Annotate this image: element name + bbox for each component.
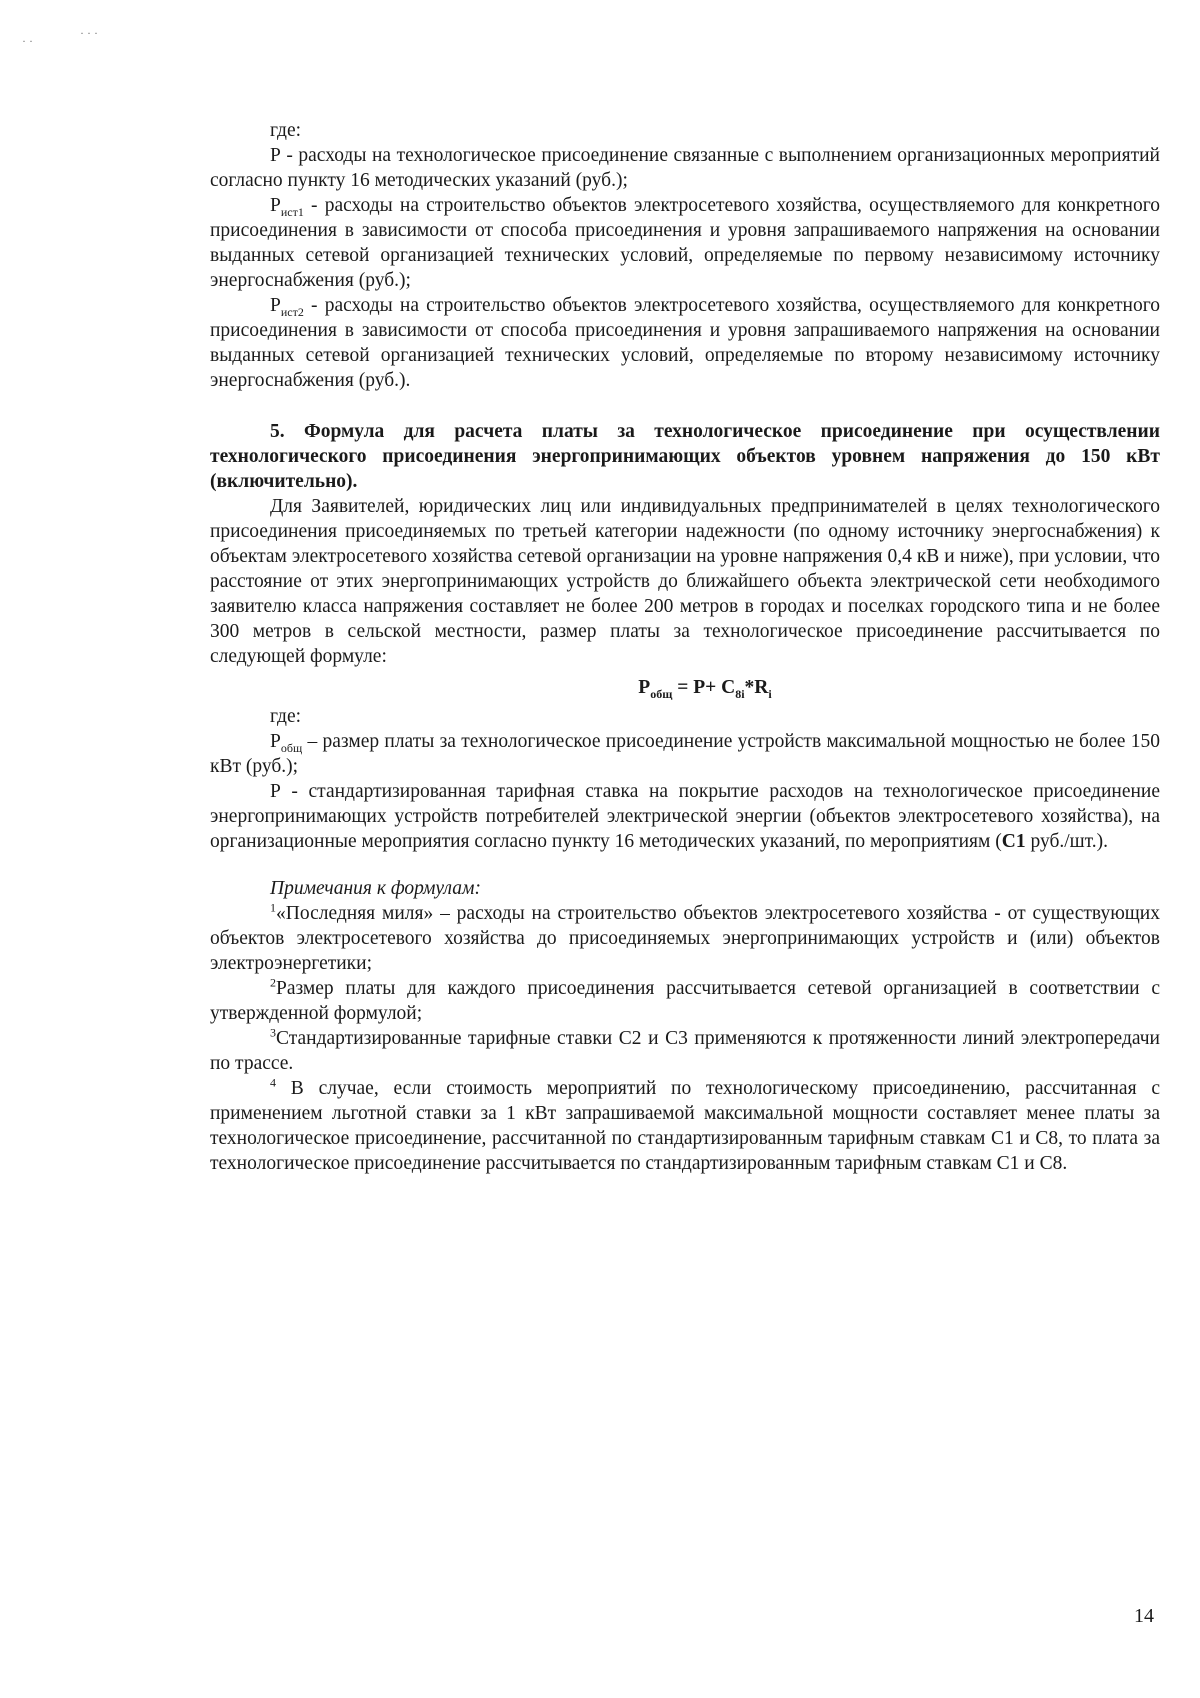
note-number: 2 xyxy=(270,975,276,990)
definition-pist1-text: - расходы на строительство объектов электросетевого хозяйства, осуществляемого для конкретного присоединения в зависимости от способа присоединения и уровня запрашиваемого напряжения на основании выданных сетевой организацией технических условий, определяемые по первому независимому источнику энергоснабжения (руб.); xyxy=(210,195,1160,291)
formula xyxy=(210,675,1160,700)
definition-pist1 xyxy=(210,193,1160,293)
scan-speck: · · · xyxy=(80,26,98,40)
where-label: где: xyxy=(270,120,302,141)
section-heading: 5. Формула для расчета платы за технологическое присоединение при осуществлении технологического присоединения энергопринимающих объектов уровнем напряжения до 150 кВт (включительно). xyxy=(210,421,1160,492)
where-label-2: где: xyxy=(270,706,302,727)
definition-pobsh-text: – размер платы за технологическое присоединение устройств максимальной мощностью не более 150 кВт (руб.); xyxy=(210,731,1160,777)
section-body: Для Заявителей, юридических лиц или индивидуальных предпринимателей в целях технологического присоединения присоединяемых по третьей категории надежности (по одному источнику энергоснабжения) к объектам электросетевого хозяйства сетевой организации на уровне напряжения 0,4 кВ и ниже), при условии, что расстояние от этих энергопринимающих устройств до ближайшего объекта электрической сети необходимого заявителю класса напряжения составляет не более 200 метров в городах и поселках городского типа и не более 300 метров в сельской местности, размер платы за технологическое присоединение рассчитывается по следующей формуле: xyxy=(210,496,1160,667)
formula-left-sub: общ xyxy=(650,686,673,701)
symbol-pist2: Р xyxy=(270,295,281,316)
note-text: «Последняя миля» – расходы на строительство объектов электросетевого хозяйства - от существующих объектов электросетевого хозяйства до присоединяемых энергопринимающих устройств и (или) объектов электроэнергетики; xyxy=(210,903,1160,974)
formula-left: Р xyxy=(638,677,651,698)
formula-mid-sub: 8i xyxy=(735,686,745,701)
formula-mid: = Р+ С xyxy=(672,677,736,698)
note-number: 1 xyxy=(270,900,276,915)
definition-p-rate-text: Р - стандартизированная тарифная ставка на покрытие расходов на технологическое присоединение энергопринимающих устройств потребителей электрической энергии (объектов электросетевого хозяйства), на организационные мероприятия согласно пункту 16 методических указаний, по мероприятиям ( xyxy=(210,781,1160,852)
note-text: Стандартизированные тарифные ставки С2 и С3 применяются к протяженности линий электропередачи по трассе. xyxy=(210,1028,1160,1074)
document-body xyxy=(210,118,1160,1176)
page-number: 14 xyxy=(1134,1605,1154,1627)
definition-p: Р - расходы на технологическое присоединение связанные с выполнением организационных мероприятий согласно пункту 16 методических указаний (руб.); xyxy=(210,145,1160,191)
symbol-pobsh-sub: общ xyxy=(280,740,303,755)
rate-c1: С1 xyxy=(1001,831,1026,852)
note-text: Размер платы для каждого присоединения рассчитывается сетевой организацией в соответствии с утвержденной формулой; xyxy=(210,978,1160,1024)
note-item xyxy=(210,1026,1160,1076)
symbol-pist1-sub: ист1 xyxy=(280,204,304,219)
formula-right: *R xyxy=(744,677,769,698)
definition-pobsh xyxy=(210,729,1160,779)
note-item xyxy=(210,901,1160,976)
note-item xyxy=(210,1076,1160,1176)
note-number: 4 xyxy=(270,1075,276,1090)
symbol-pist2-sub: ист2 xyxy=(280,304,304,319)
definition-pist2-text: - расходы на строительство объектов электросетевого хозяйства, осуществляемого для конкретного присоединения в зависимости от способа присоединения и уровня запрашиваемого напряжения на основании выданных сетевой организацией технических условий, определяемые по второму независимому источнику энергоснабжения (руб.). xyxy=(210,295,1160,391)
scan-speck: · · xyxy=(22,34,33,48)
note-text: В случае, если стоимость мероприятий по технологическому присоединению, рассчитанная с применением льготной ставки за 1 кВт запрашиваемой максимальной мощности составляет менее платы за технологическое присоединение, рассчитанной по стандартизированным тарифным ставкам С1 и С8, то плата за технологическое присоединение рассчитывается по стандартизированным тарифным ставкам С1 и С8. xyxy=(210,1078,1160,1174)
definition-p-rate xyxy=(210,779,1160,854)
notes-title: Примечания к формулам: xyxy=(270,878,481,899)
definition-pist2 xyxy=(210,293,1160,393)
formula-right-sub: i xyxy=(768,686,772,701)
definition-p-rate-end: руб./шт.). xyxy=(1025,831,1108,852)
symbol-pist1: Р xyxy=(270,195,281,216)
symbol-pobsh: Р xyxy=(270,731,281,752)
note-item xyxy=(210,976,1160,1026)
note-number: 3 xyxy=(270,1025,276,1040)
